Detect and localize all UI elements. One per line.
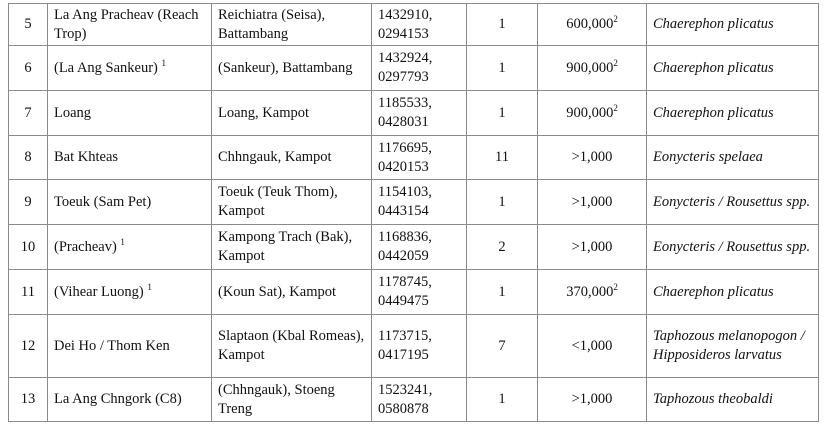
site-name: La Ang Chngork (C8) bbox=[48, 378, 212, 422]
species: Chaerephon plicatus bbox=[647, 46, 819, 91]
row-number: 9 bbox=[9, 180, 48, 225]
count: 11 bbox=[467, 136, 538, 180]
row-number: 13 bbox=[9, 378, 48, 422]
species: Eonycteris spelaea bbox=[647, 136, 819, 180]
location: Slaptaon (Kbal Romeas), Kampot bbox=[212, 315, 372, 378]
site-name: Bat Khteas bbox=[48, 136, 212, 180]
site-name: Loang bbox=[48, 91, 212, 136]
location: Toeuk (Teuk Thom), Kampot bbox=[212, 180, 372, 225]
row-number: 7 bbox=[9, 91, 48, 136]
population: <1,000 bbox=[538, 315, 647, 378]
row-number: 11 bbox=[9, 270, 48, 315]
location: Kampong Trach (Bak), Kampot bbox=[212, 225, 372, 270]
species: Taphozous theobaldi bbox=[647, 378, 819, 422]
coordinates: 1168836, 0442059 bbox=[372, 225, 467, 270]
coordinates: 1432924, 0297793 bbox=[372, 46, 467, 91]
count: 1 bbox=[467, 4, 538, 46]
count: 2 bbox=[467, 225, 538, 270]
table-row bbox=[9, 136, 819, 180]
site-name: Dei Ho / Thom Ken bbox=[48, 315, 212, 378]
coordinates: 1176695, 0420153 bbox=[372, 136, 467, 180]
site-name: (Vihear Luong) $^1$ bbox=[48, 270, 212, 315]
table-row bbox=[9, 91, 819, 136]
count: 7 bbox=[467, 315, 538, 378]
row-number: 12 bbox=[9, 315, 48, 378]
coordinates: 1173715, 0417195 bbox=[372, 315, 467, 378]
table-row bbox=[9, 378, 819, 422]
population: 900,000$^2$ bbox=[538, 91, 647, 136]
coordinates: 1523241, 0580878 bbox=[372, 378, 467, 422]
coordinates: 1178745, 0449475 bbox=[372, 270, 467, 315]
row-number: 8 bbox=[9, 136, 48, 180]
count: 1 bbox=[467, 378, 538, 422]
location: Reichiatra (Seisa), Battambang bbox=[212, 4, 372, 46]
table-row bbox=[9, 315, 819, 378]
species: Chaerephon plicatus bbox=[647, 270, 819, 315]
site-name: Toeuk (Sam Pet) bbox=[48, 180, 212, 225]
site-name: (La Ang Sankeur) $^1$ bbox=[48, 46, 212, 91]
species: Eonycteris / Rousettus spp. bbox=[647, 225, 819, 270]
count: 1 bbox=[467, 270, 538, 315]
location: (Chhngauk), Stoeng Treng bbox=[212, 378, 372, 422]
population: >1,000 bbox=[538, 225, 647, 270]
coordinates: 1432910, 0294153 bbox=[372, 4, 467, 46]
row-number: 6 bbox=[9, 46, 48, 91]
coordinates: 1185533, 0428031 bbox=[372, 91, 467, 136]
table-row bbox=[9, 180, 819, 225]
table-row bbox=[9, 225, 819, 270]
population: 600,000$^2$ bbox=[538, 4, 647, 46]
species: Taphozous melanopogon / Hipposideros larvatus bbox=[647, 315, 819, 378]
population: >1,000 bbox=[538, 378, 647, 422]
population: 370,000$^2$ bbox=[538, 270, 647, 315]
location: (Sankeur), Battambang bbox=[212, 46, 372, 91]
species: Chaerephon plicatus bbox=[647, 91, 819, 136]
table-row bbox=[9, 270, 819, 315]
row-number: 5 bbox=[9, 4, 48, 46]
location: Loang, Kampot bbox=[212, 91, 372, 136]
location: (Koun Sat), Kampot bbox=[212, 270, 372, 315]
count: 1 bbox=[467, 91, 538, 136]
population: >1,000 bbox=[538, 136, 647, 180]
population: 900,000$^2$ bbox=[538, 46, 647, 91]
count: 1 bbox=[467, 46, 538, 91]
coordinates: 1154103, 0443154 bbox=[372, 180, 467, 225]
species: Chaerephon plicatus bbox=[647, 4, 819, 46]
document-page bbox=[8, 3, 819, 422]
count: 1 bbox=[467, 180, 538, 225]
species: Eonycteris / Rousettus spp. bbox=[647, 180, 819, 225]
population: >1,000 bbox=[538, 180, 647, 225]
location: Chhngauk, Kampot bbox=[212, 136, 372, 180]
site-name: La Ang Pracheav (Reach Trop) bbox=[48, 4, 212, 46]
table-row bbox=[9, 4, 819, 46]
row-number: 10 bbox=[9, 225, 48, 270]
site-name: (Pracheav) $^1$ bbox=[48, 225, 212, 270]
table-row bbox=[9, 46, 819, 91]
cave-table bbox=[8, 3, 819, 422]
